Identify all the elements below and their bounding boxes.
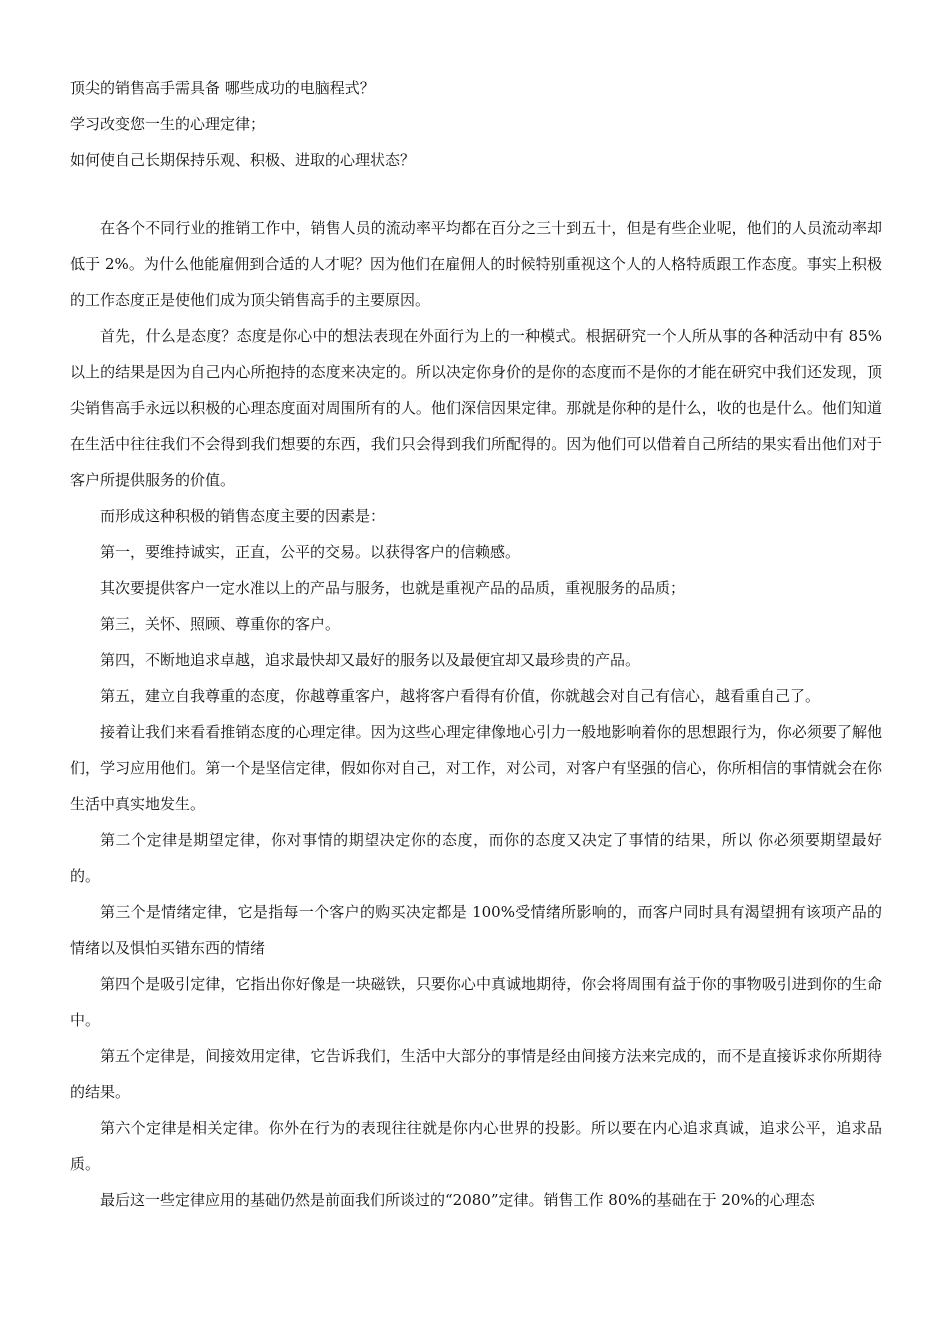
- paragraph: 第一，要维持诚实，正直，公平的交易。以获得客户的信赖感。: [100, 543, 521, 561]
- intro-line: 顶尖的销售高手需具备 哪些成功的电脑程式？: [70, 79, 375, 97]
- paragraph: 第六个定律是相关定律。你外在行为的表现往往就是你内心世界的投影。所以要在内心追求真诚，追求公平，追求品质。: [70, 1119, 882, 1173]
- paragraph: 第四，不断地追求卓越，追求最快却又最好的服务以及最便宜却又最珍贵的产品。: [100, 651, 641, 669]
- paragraph: 其次要提供客户一定水准以上的产品与服务，也就是重视产品的品质，重视服务的品质；: [100, 579, 686, 597]
- paragraph: 第二个定律是期望定律，你对事情的期望决定你的态度，而你的态度又决定了事情的结果，所以 你必须要期望最好的。: [70, 831, 882, 885]
- paragraph: 在各个不同行业的推销工作中，销售人员的流动率平均都在百分之三十到五十，但是有些企业呢，他们的人员流动率却低于 2%。为什么他能雇佣到合适的人才呢？因为他们在雇佣人的时候特别重视这个人的人格特质跟工作态度。事实上积极的工作态度正是使他们成为顶尖销售高手的主要原因。: [70, 219, 882, 309]
- paragraph: 首先，什么是态度？态度是你心中的想法表现在外面行为上的一种模式。根据研究一个人所从事的各种活动中有 85%以上的结果是因为自己内心所抱持的态度来决定的。所以决定你身价的是你的态度而不是你的才能在研究中我们还发现，顶尖销售高手永远以积极的心理态度面对周围所有的人。他们深信因果定律。那就是你种的是什么，收的也是什么。他们知道在生活中往往我们不会得到我们想要的东西，我们只会得到我们所配得的。因为他们可以借着自己所结的果实看出他们对于客户所提供服务的价值。: [70, 327, 882, 489]
- paragraph: 接着让我们来看看推销态度的心理定律。因为这些心理定律像地心引力一般地影响着你的思想跟行为，你必须要了解他们，学习应用他们。第一个是坚信定律，假如你对自己，对工作，对公司，对客户有坚强的信心，你所相信的事情就会在你生活中真实地发生。: [70, 723, 882, 813]
- paragraph: 第三个是情绪定律，它是指每一个客户的购买决定都是 100%受情绪所影响的，而客户同时具有渴望拥有该项产品的情绪以及惧怕买错东西的情绪: [70, 903, 882, 957]
- paragraph: 第三，关怀、照顾、尊重你的客户。: [100, 615, 341, 633]
- paragraph: 第五，建立自我尊重的态度，你越尊重客户，越将客户看得有价值，你就越会对自己有信心，越看重自己了。: [100, 687, 821, 705]
- article-body: [70, 210, 882, 1218]
- paragraph: 第四个是吸引定律，它指出你好像是一块磁铁，只要你心中真诚地期待，你会将周围有益于你的事物吸引进到你的生命中。: [70, 975, 882, 1029]
- intro-questions: [70, 76, 890, 184]
- paragraph: 而形成这种积极的销售态度主要的因素是：: [100, 507, 386, 525]
- intro-line: 如何使自己长期保持乐观、积极、进取的心理状态？: [70, 151, 416, 169]
- intro-line: 学习改变您一生的心理定律；: [70, 115, 266, 133]
- paragraph: 第五个定律是，间接效用定律，它告诉我们，生活中大部分的事情是经由间接方法来完成的，而不是直接诉求你所期待的结果。: [70, 1047, 882, 1101]
- paragraph: 最后这一些定律应用的基础仍然是前面我们所谈过的“2080”定律。销售工作 80%的基础在于 20%的心理态: [100, 1191, 815, 1209]
